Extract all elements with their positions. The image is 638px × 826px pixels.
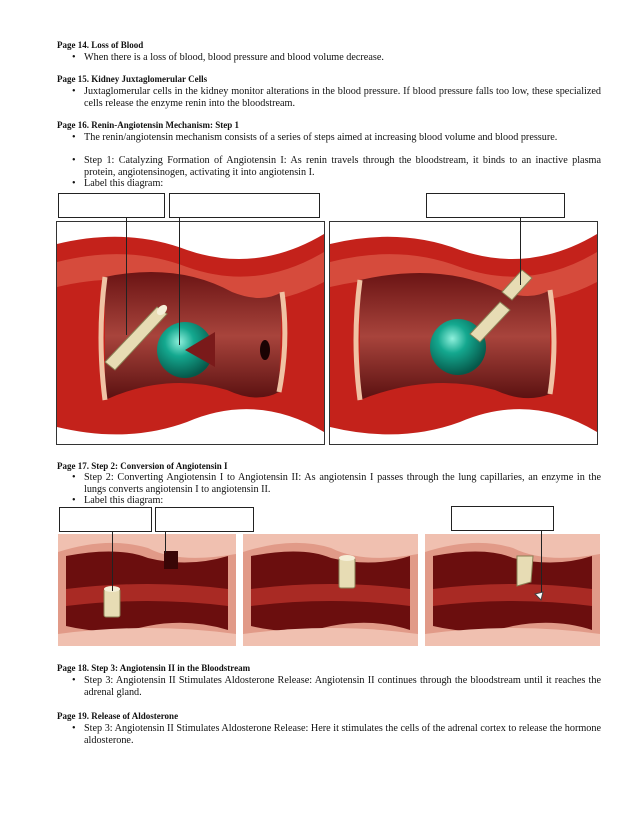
bullet-mark: • — [72, 495, 76, 506]
bullet-p14-1: • When there is a loss of blood, blood pressure and blood volume decrease. — [72, 52, 384, 63]
bullet-mark: • — [72, 132, 76, 143]
label-box-blank[interactable] — [155, 507, 254, 532]
label-leader-line — [520, 217, 521, 285]
bullet-p16-1: • The renin/angiotensin mechanism consists of a series of steps aimed at increasing blood volume and blood pressure. — [72, 132, 558, 143]
bullet-p19-1: • Step 3: Angiotensin II Stimulates Aldosterone Release: Here it stimulates the cells of the adrenal cortex to release the hormone aldosterone. — [72, 723, 601, 746]
bullet-p17-2: • Label this diagram: — [72, 495, 164, 506]
label-leader-line — [165, 531, 166, 553]
heading-page-17: Page 17. Step 2: Conversion of Angiotensin I — [57, 461, 228, 471]
capillary-illustration — [425, 534, 600, 646]
heading-page-16: Page 16. Renin-Angiotensin Mechanism: Step 1 — [57, 120, 239, 130]
label-leader-line — [179, 217, 180, 345]
bullet-mark: • — [72, 472, 76, 483]
label-leader-line — [112, 531, 113, 591]
bullet-mark: • — [72, 52, 76, 63]
label-box-blank[interactable] — [426, 193, 565, 218]
label-box-blank[interactable] — [451, 506, 554, 531]
bullet-p16-3: • Label this diagram: — [72, 178, 164, 189]
label-leader-line — [126, 217, 127, 335]
diagram-step1-left — [56, 221, 325, 445]
heading-page-19: Page 19. Release of Aldosterone — [57, 711, 179, 721]
heading-page-15: Page 15. Kidney Juxtaglomerular Cells — [57, 74, 208, 84]
bullet-p17-1: • Step 2: Converting Angiotensin I to Angiotensin II: As angiotensin I passes through the lung capillaries, an enzyme in the lungs converts angiotensin I to angiotensin II. — [72, 472, 601, 495]
bullet-p18-1: • Step 3: Angiotensin II Stimulates Aldosterone Release: Angiotensin II continues through the bloodstream until it reaches the adrenal gland. — [72, 675, 601, 698]
heading-page-18: Page 18. Step 3: Angiotensin II in the Bloodstream — [57, 663, 251, 673]
capillary-illustration — [58, 534, 236, 646]
vessel-illustration — [330, 222, 597, 444]
vessel-illustration — [57, 222, 324, 444]
bullet-p16-2: • Step 1: Catalyzing Formation of Angiotensin I: As renin travels through the bloodstream, it binds to an inactive plasma protein, angiotensinogen, activating it into angiotensin I. — [72, 155, 601, 178]
bullet-mark: • — [72, 723, 76, 734]
bullet-mark: • — [72, 675, 76, 686]
bullet-p15-1: • Juxtaglomerular cells in the kidney monitor alterations in the blood pressure. If blood pressure falls too low, these specialized cells release the enzyme renin into the bloodstream. — [72, 86, 601, 109]
label-leader-line — [541, 530, 542, 592]
diagram-step2-panel-1 — [58, 534, 236, 646]
label-box-blank[interactable] — [58, 193, 165, 218]
bullet-mark: • — [72, 86, 76, 97]
diagram-step2-panel-2 — [243, 534, 418, 646]
capillary-illustration — [243, 534, 418, 646]
label-box-blank[interactable] — [169, 193, 320, 218]
bullet-mark: • — [72, 155, 76, 166]
heading-page-14: Page 14. Loss of Blood — [57, 40, 144, 50]
label-box-blank[interactable] — [59, 507, 152, 532]
bullet-mark: • — [72, 178, 76, 189]
diagram-step2-panel-3 — [425, 534, 600, 646]
diagram-step1-right — [329, 221, 598, 445]
